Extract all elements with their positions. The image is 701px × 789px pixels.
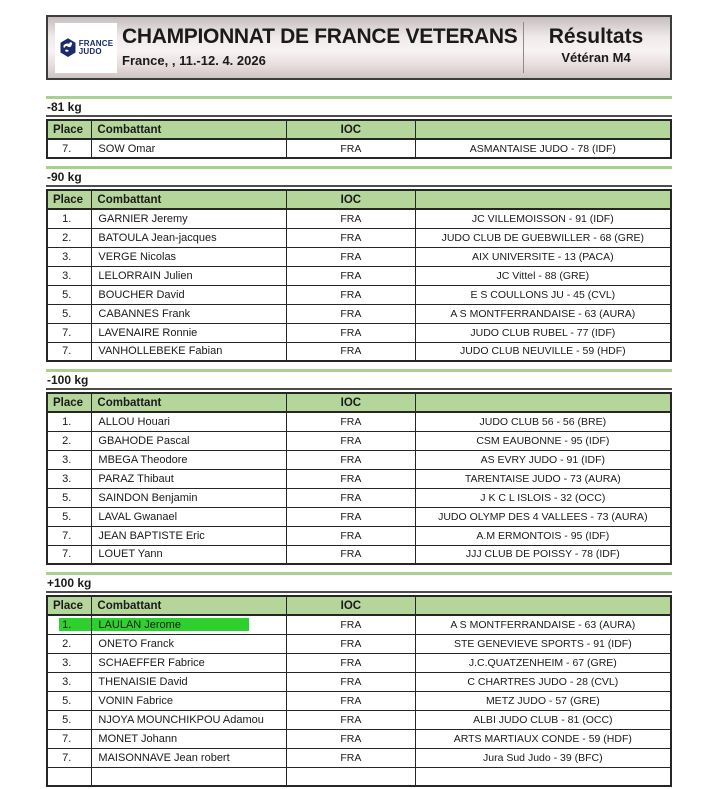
section-divider-rule [46,115,672,117]
ioc-cell: FRA [287,209,416,228]
result-row [47,507,671,526]
place-cell: 5. [47,488,92,507]
fighter-name-cell: NJOYA MOUNCHIKPOU Adamou [92,710,287,729]
ioc-cell: FRA [287,748,416,767]
ioc-cell: FRA [287,691,416,710]
club-cell: E S COULLONS JU - 45 (CVL) [415,285,671,304]
ioc-cell: FRA [287,526,416,545]
table-header-row [47,596,671,615]
weight-category-label: -100 kg [47,373,89,387]
result-row [47,729,671,748]
results-page [46,15,672,787]
section-top-rule [46,96,672,99]
fighter-name-cell: GBAHODE Pascal [92,431,287,450]
club-cell: A S MONTFERRANDAISE - 63 (AURA) [415,615,671,634]
weight-section [46,166,672,362]
truncated-cell [287,767,416,786]
column-header-combattant: Combattant [92,393,287,412]
weight-section [46,572,672,787]
club-cell: AIX UNIVERSITE - 13 (PACA) [415,247,671,266]
truncated-cell [47,767,92,786]
ioc-cell: FRA [287,507,416,526]
club-cell: Jura Sud Judo - 39 (BFC) [415,748,671,767]
fighter-name-cell: VANHOLLEBEKE Fabian [92,342,287,361]
fighter-name-cell: LAVENAIRE Ronnie [92,323,287,342]
place-cell: 5. [47,285,92,304]
club-cell: AS EVRY JUDO - 91 (IDF) [415,450,671,469]
fighter-name-cell: SOW Omar [92,139,287,158]
column-header-club [415,190,671,209]
club-cell: JUDO OLYMP DES 4 VALLEES - 73 (AURA) [415,507,671,526]
fighter-name-cell: ONETO Franck [92,634,287,653]
fighter-name-cell: GARNIER Jeremy [92,209,287,228]
result-row [47,228,671,247]
result-row [47,634,671,653]
fighter-name-cell: LELORRAIN Julien [92,266,287,285]
place-cell: 1. [47,209,92,228]
club-cell: STE GENEVIEVE SPORTS - 91 (IDF) [415,634,671,653]
results-block [524,25,668,65]
logo-wordmark [79,40,114,56]
place-cell: 3. [47,653,92,672]
place-cell: 7. [47,545,92,564]
club-cell: JUDO CLUB NEUVILLE - 59 (HDF) [415,342,671,361]
club-cell: J K C L ISLOIS - 32 (OCC) [415,488,671,507]
place-cell: 3. [47,247,92,266]
ioc-cell: FRA [287,431,416,450]
place-cell: 7. [47,729,92,748]
column-header-ioc: IOC [287,190,416,209]
result-row [47,323,671,342]
place-cell: 2. [47,228,92,247]
ioc-cell: FRA [287,729,416,748]
result-row [47,545,671,564]
ioc-cell: FRA [287,469,416,488]
truncated-cell [92,767,287,786]
place-cell: 7. [47,748,92,767]
fighter-name-cell: VERGE Nicolas [92,247,287,266]
fighter-name-cell: BATOULA Jean-jacques [92,228,287,247]
page-title: CHAMPIONNAT DE FRANCE VETERANS [122,25,518,48]
column-header-combattant: Combattant [92,190,287,209]
place-cell: 1. [47,615,92,634]
club-cell: ASMANTAISE JUDO - 78 (IDF) [415,139,671,158]
club-cell: A S MONTFERRANDAISE - 63 (AURA) [415,304,671,323]
france-judo-logo [55,23,117,73]
ioc-cell: FRA [287,285,416,304]
weight-category-label: -90 kg [47,170,82,184]
result-row [47,526,671,545]
ioc-cell: FRA [287,545,416,564]
column-header-place: Place [47,120,92,139]
table-header-row [47,393,671,412]
place-cell: 5. [47,710,92,729]
place-cell: 7. [47,139,92,158]
results-table [46,595,672,787]
ioc-cell: FRA [287,488,416,507]
results-table [46,189,672,362]
weight-section [46,96,672,159]
results-table [46,119,672,159]
fighter-name-cell: ALLOU Houari [92,412,287,431]
place-cell: 2. [47,634,92,653]
title-block [122,25,517,68]
result-row [47,488,671,507]
result-row [47,450,671,469]
fighter-name-cell: MBEGA Theodore [92,450,287,469]
column-header-club [415,393,671,412]
results-table [46,392,672,565]
ioc-cell: FRA [287,247,416,266]
column-header-ioc: IOC [287,596,416,615]
fighter-name-cell: SAINDON Benjamin [92,488,287,507]
section-top-rule [46,166,672,169]
ioc-cell: FRA [287,634,416,653]
fighter-name-cell: BOUCHER David [92,285,287,304]
fighter-name-cell: THENAISIE David [92,672,287,691]
result-row [47,247,671,266]
club-cell: ALBI JUDO CLUB - 81 (OCC) [415,710,671,729]
column-header-combattant: Combattant [92,596,287,615]
weight-category-label: -81 kg [47,100,82,114]
club-cell: C CHARTRES JUDO - 28 (CVL) [415,672,671,691]
column-header-place: Place [47,596,92,615]
result-row [47,431,671,450]
place-cell: 5. [47,507,92,526]
result-row [47,342,671,361]
club-cell: JUDO CLUB RUBEL - 77 (IDF) [415,323,671,342]
ioc-cell: FRA [287,653,416,672]
fighter-name-cell: MONET Johann [92,729,287,748]
fighter-name-cell: SCHAEFFER Fabrice [92,653,287,672]
result-row [47,710,671,729]
ioc-cell: FRA [287,266,416,285]
weight-sections [46,96,672,787]
result-row [47,691,671,710]
place-cell: 2. [47,431,92,450]
fighter-name-cell: PARAZ Thibaut [92,469,287,488]
place-cell: 7. [47,323,92,342]
ioc-cell: FRA [287,323,416,342]
truncated-cell [415,767,671,786]
section-top-rule [46,572,672,575]
place-cell: 7. [47,526,92,545]
weight-category-label: +100 kg [47,576,92,590]
place-cell: 7. [47,342,92,361]
place-cell: 3. [47,266,92,285]
table-header-row [47,190,671,209]
place-cell: 3. [47,450,92,469]
fighter-name-cell: CABANNES Frank [92,304,287,323]
ioc-cell: FRA [287,342,416,361]
fighter-name-cell: VONIN Fabrice [92,691,287,710]
club-cell: A.M ERMONTOIS - 95 (IDF) [415,526,671,545]
ioc-cell: FRA [287,615,416,634]
club-cell: JUDO CLUB DE GUEBWILLER - 68 (GRE) [415,228,671,247]
section-top-rule [46,369,672,372]
place-cell: 3. [47,672,92,691]
result-row [47,209,671,228]
section-divider-rule [46,388,672,390]
result-row [47,266,671,285]
club-cell: JC Vittel - 88 (GRE) [415,266,671,285]
ioc-cell: FRA [287,228,416,247]
section-divider-rule [46,185,672,187]
category-label: Vétéran M4 [561,50,631,65]
truncated-row [47,767,671,786]
result-row [47,304,671,323]
table-header-row [47,120,671,139]
column-header-combattant: Combattant [92,120,287,139]
result-row [47,469,671,488]
fighter-name-cell: LAULAN Jerome [92,615,287,634]
fighter-name-cell: LAVAL Gwanael [92,507,287,526]
column-header-place: Place [47,393,92,412]
club-cell: ARTS MARTIAUX CONDE - 59 (HDF) [415,729,671,748]
club-cell: JUDO CLUB 56 - 56 (BRE) [415,412,671,431]
ioc-cell: FRA [287,139,416,158]
club-cell: JC VILLEMOISSON - 91 (IDF) [415,209,671,228]
ioc-cell: FRA [287,304,416,323]
club-cell: METZ JUDO - 57 (GRE) [415,691,671,710]
club-cell: TARENTAISE JUDO - 73 (AURA) [415,469,671,488]
result-row [47,748,671,767]
place-cell: 1. [47,412,92,431]
place-cell: 5. [47,304,92,323]
ioc-cell: FRA [287,710,416,729]
place-cell: 5. [47,691,92,710]
ioc-cell: FRA [287,672,416,691]
column-header-ioc: IOC [287,393,416,412]
place-cell: 3. [47,469,92,488]
result-row [47,139,671,158]
column-header-club [415,120,671,139]
logo-word-france: FRANCE [78,39,114,48]
fighter-name-cell: MAISONNAVE Jean robert [92,748,287,767]
logo-word-judo: JUDO [78,47,102,56]
weight-section [46,369,672,565]
column-header-club [415,596,671,615]
result-row [47,615,671,634]
result-row [47,285,671,304]
column-header-place: Place [47,190,92,209]
ioc-cell: FRA [287,450,416,469]
section-divider-rule [46,591,672,593]
event-location-date: France, , 11.-12. 4. 2026 [122,53,266,68]
results-label: Résultats [548,25,644,48]
club-cell: CSM EAUBONNE - 95 (IDF) [415,431,671,450]
france-judo-icon [59,37,77,59]
result-row [47,412,671,431]
fighter-name-cell: JEAN BAPTISTE Eric [92,526,287,545]
document-header [46,15,672,80]
result-row [47,672,671,691]
ioc-cell: FRA [287,412,416,431]
club-cell: J.C.QUATZENHEIM - 67 (GRE) [415,653,671,672]
column-header-ioc: IOC [287,120,416,139]
fighter-name-cell: LOUET Yann [92,545,287,564]
result-row [47,653,671,672]
club-cell: JJJ CLUB DE POISSY - 78 (IDF) [415,545,671,564]
